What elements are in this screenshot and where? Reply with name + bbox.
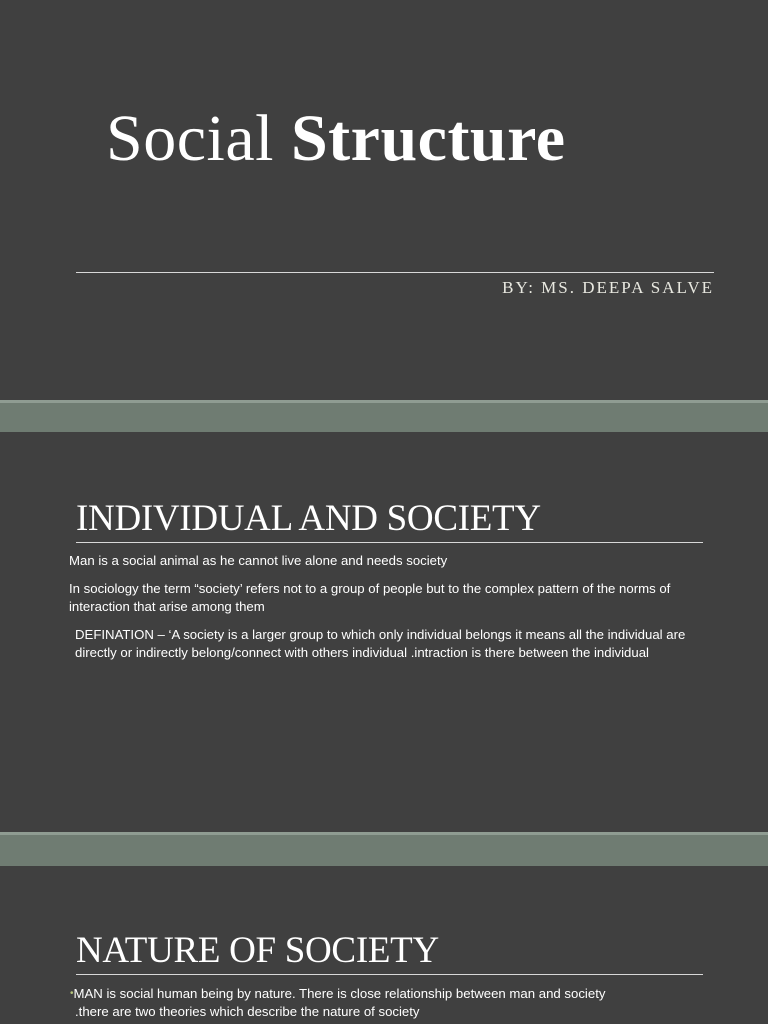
paragraph-definition: DEFINATION – ‘A society is a larger group to which only individual belongs it means all the individual are directly or indirectly belong/connect with others individual .intraction is there between the individual — [75, 627, 686, 660]
slide-heading: NATURE OF SOCIETY — [76, 930, 439, 971]
slide-individual-and-society — [0, 432, 768, 832]
heading-divider — [76, 542, 703, 543]
author-byline: BY: MS. DEEPA SALVE — [502, 278, 714, 297]
bullet-icon: • — [70, 988, 74, 999]
paragraph-sociology-term: In sociology the term “society’ refers not to a group of people but to the complex pattern of the norms of interaction that arise among them — [69, 581, 671, 614]
paragraph-man-social-being — [70, 985, 635, 1020]
title-regular-text: Social — [106, 102, 291, 175]
slide-separator — [0, 400, 768, 432]
slide-title — [0, 0, 768, 400]
paragraph-social-animal: Man is a social animal as he cannot live alone and needs society — [69, 553, 448, 568]
slide-heading: INDIVIDUAL AND SOCIETY — [76, 498, 541, 539]
slide-title-heading — [106, 102, 566, 175]
slide-separator — [0, 832, 768, 866]
slide-nature-of-society — [0, 866, 768, 1024]
title-bold-text: Structure — [290, 102, 566, 175]
heading-divider — [76, 974, 703, 975]
title-divider — [76, 272, 714, 273]
paragraph-text: MAN is social human being by nature. There is close relationship between man and society .there are two theories which describe the nature of society — [73, 986, 606, 1019]
